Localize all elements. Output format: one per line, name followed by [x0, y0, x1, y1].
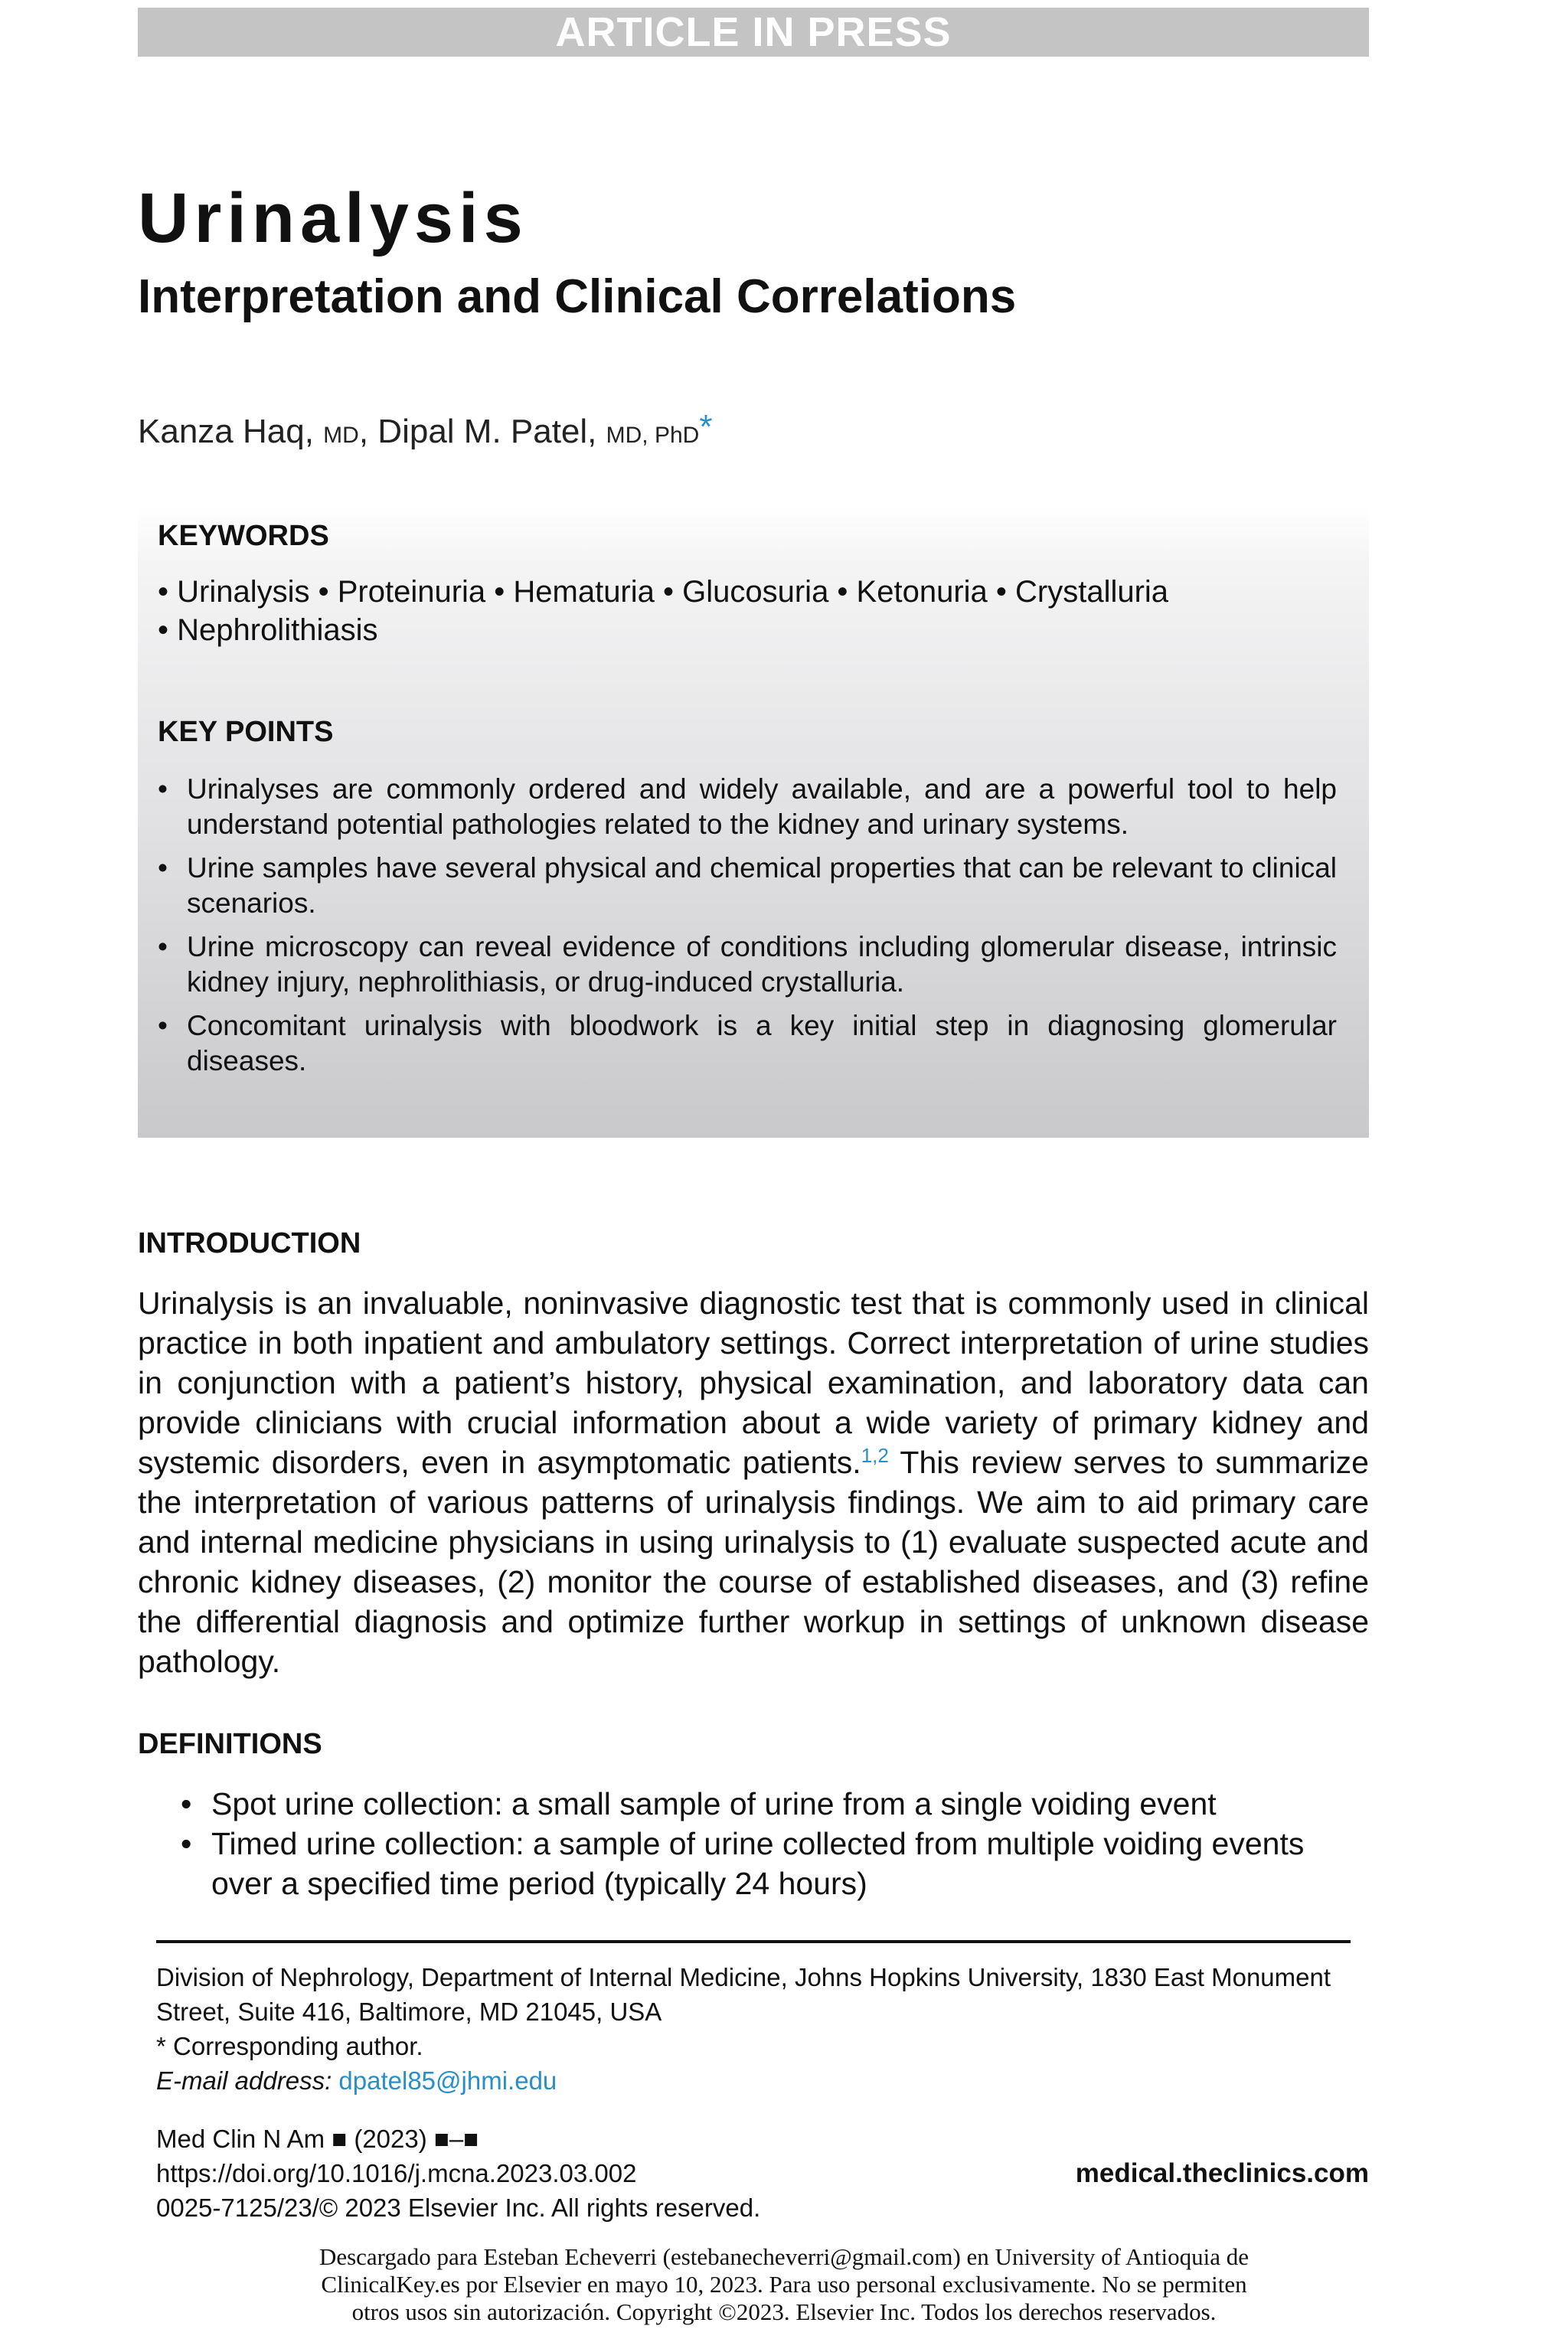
author-name: Kanza Haq,	[138, 413, 314, 450]
introduction-heading: INTRODUCTION	[138, 1227, 361, 1259]
key-point-item: • Urine microscopy can reveal evidence of conditions including glomerular disease, intrinsic kidney injury, nephrolithiasis, or drug-induced crystalluria.	[158, 929, 1337, 1000]
download-notice-line: ClinicalKey.es por Elsevier en mayo 10, 2023. Para uso personal exclusivamente. No se permiten	[321, 2271, 1247, 2298]
keywords-keypoints-box	[138, 505, 1369, 1138]
download-notice	[230, 2243, 1338, 2326]
copyright-line: 0025-7125/23/© 2023 Elsevier Inc. All rights reserved.	[156, 2194, 761, 2222]
article-subtitle: Interpretation and Clinical Correlations	[138, 270, 1017, 323]
author-line: Kanza Haq, MD, Dipal M. Patel, MD, PhD*	[138, 408, 713, 450]
definitions-list	[181, 1784, 1369, 1903]
definition-item: • Spot urine collection: a small sample of urine from a single voiding event	[181, 1784, 1369, 1824]
key-point-item: • Concomitant urinalysis with bloodwork is a key initial step in diagnosing glomerular diseases.	[158, 1008, 1337, 1079]
email-label: E-mail address:	[156, 2066, 332, 2095]
email-line	[156, 2063, 1369, 2098]
email-link[interactable]: dpatel85@jhmi.edu	[338, 2066, 557, 2095]
corresponding-author-link[interactable]: *	[699, 408, 713, 446]
introduction-text: This review serves to summarize the interpretation of various patterns of urinalysis findings. We aim to aid primary care and internal medicine physicians in using urinalysis to (1) evaluate suspected acute and chronic kidney diseases, (2) monitor the course of established diseases, and (3) refine the differential diagnosis and optimize further workup in settings of unknown disease pathology.	[138, 1445, 1369, 1679]
journal-site: medical.theclinics.com	[1075, 2158, 1369, 2188]
author-name: Dipal M. Patel,	[377, 413, 597, 450]
footnote-divider	[156, 1940, 1351, 1943]
key-point-item: • Urinalyses are commonly ordered and widely available, and are a powerful tool to help understand potential pathologies related to the kidney and urinary systems.	[158, 772, 1337, 842]
author-degree: MD	[323, 423, 359, 448]
keywords-line: • Nephrolithiasis	[158, 613, 378, 647]
keywords-line: • Urinalysis • Proteinuria • Hematuria • Glucosuria • Ketonuria • Crystalluria	[158, 575, 1169, 609]
article-in-press-banner: ARTICLE IN PRESS	[138, 8, 1369, 57]
author-degree: MD, PhD	[606, 423, 700, 448]
reference-link[interactable]: 1,2	[861, 1444, 889, 1467]
key-points-list	[158, 772, 1337, 1087]
article-title: Urinalysis	[138, 179, 528, 257]
introduction-paragraph	[138, 1283, 1369, 1681]
corresponding-author-note: * Corresponding author.	[156, 2032, 423, 2060]
affiliation-note: Division of Nephrology, Department of Internal Medicine, Johns Hopkins University, 1830 East Monument Street, Suite 416, Baltimore, MD 21045, USA	[156, 1963, 1331, 2026]
doi-link[interactable]: https://doi.org/10.1016/j.mcna.2023.03.002	[156, 2159, 637, 2187]
key-point-item: • Urine samples have several physical and chemical properties that can be relevant to clinical scenarios.	[158, 851, 1337, 921]
keywords-heading: KEYWORDS	[158, 520, 329, 552]
download-notice-line: otros usos sin autorización. Copyright ©2023. Elsevier Inc. Todos los derechos reservados.	[351, 2298, 1217, 2325]
download-notice-line: Descargado para Esteban Echeverri (estebanecheverri@gmail.com) en University of Antioquia de	[318, 2243, 1250, 2270]
key-points-heading: KEY POINTS	[158, 716, 334, 748]
introduction-text: Urinalysis is an invaluable, noninvasive diagnostic test that is commonly used in clinical practice in both inpatient and ambulatory settings. Correct interpretation of urine studies in conjunction with a patient’s history, physical examination, and laboratory data can provide clinicians with crucial information about a wide variety of primary kidney and systemic disorders, even in asymptomatic patients.	[138, 1285, 1369, 1480]
definition-item: • Timed urine collection: a sample of urine collected from multiple voiding events over a specified time period (typically 24 hours)	[181, 1824, 1369, 1903]
definitions-heading: DEFINITIONS	[138, 1728, 322, 1760]
journal-citation: Med Clin N Am ■ (2023) ■–■	[156, 2125, 479, 2153]
